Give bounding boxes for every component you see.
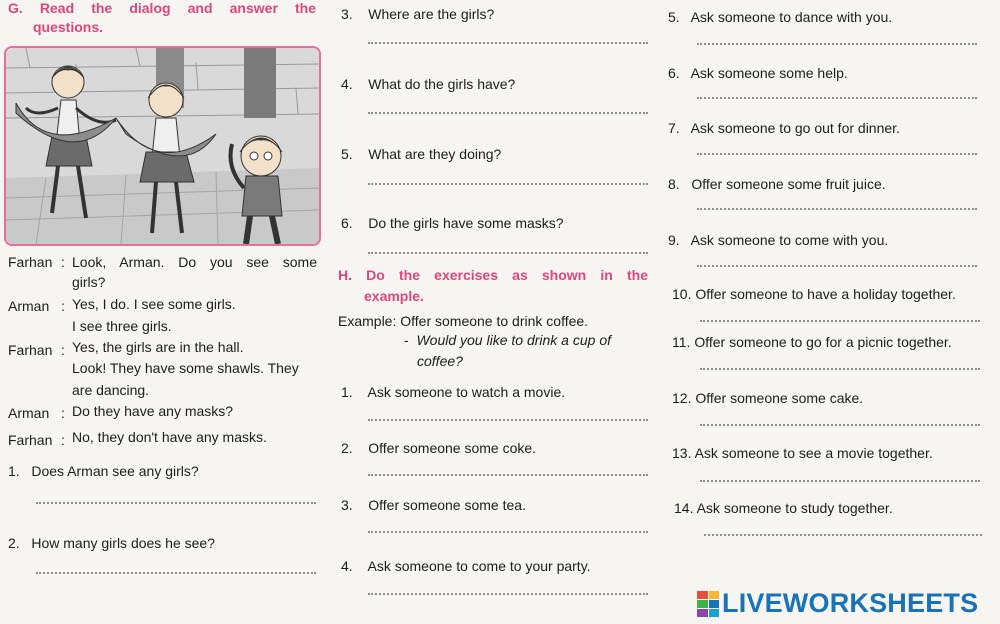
dialog-line: Do they have any masks? bbox=[72, 403, 234, 419]
answer-line-h-6[interactable] bbox=[697, 97, 977, 99]
dialog-line: Yes, I do. I see some girls. bbox=[72, 296, 236, 312]
dialog-colon: : bbox=[61, 254, 65, 270]
question-number: 2. bbox=[8, 535, 20, 551]
exercise-number: 8. bbox=[668, 176, 680, 192]
exercise-number: 10. bbox=[672, 286, 692, 302]
exercise-h-2 bbox=[341, 440, 536, 456]
exercise-number: 13. bbox=[672, 445, 692, 461]
section-h-heading: H. Do the exercises as shown in the bbox=[338, 267, 648, 283]
exercise-text: Ask someone to study together. bbox=[696, 500, 893, 516]
exercise-h-10 bbox=[672, 286, 956, 302]
exercise-text: Offer someone to go for a picnic together. bbox=[694, 334, 952, 350]
exercise-number: 3. bbox=[341, 497, 353, 513]
exercise-h-4 bbox=[341, 558, 591, 574]
exercise-text: Ask someone to come to your party. bbox=[367, 558, 591, 574]
exercise-text: Ask someone to see a movie together. bbox=[694, 445, 933, 461]
question-text: What are they doing? bbox=[368, 146, 502, 162]
answer-line-h-2[interactable] bbox=[368, 474, 648, 476]
section-h-heading-line2: example. bbox=[364, 288, 424, 304]
dialog-line: No, they don't have any masks. bbox=[72, 429, 267, 445]
exercise-number: 5. bbox=[668, 9, 680, 25]
example-label: Example: bbox=[338, 313, 397, 329]
exercise-text: Offer someone to have a holiday together. bbox=[695, 286, 956, 302]
exercise-h-1 bbox=[341, 384, 565, 400]
dialog-line: Look, Arman. Do you see some bbox=[72, 254, 317, 270]
liveworksheets-logo-text: LIVEWORKSHEETS bbox=[722, 588, 979, 618]
exercise-h-6 bbox=[668, 65, 848, 81]
question-text: Where are the girls? bbox=[368, 6, 495, 22]
dialog-speaker: Farhan bbox=[8, 432, 53, 448]
exercise-number: 7. bbox=[668, 120, 680, 136]
answer-line-h-7[interactable] bbox=[697, 153, 977, 155]
liveworksheets-logo[interactable] bbox=[697, 588, 978, 619]
answer-line-h-5[interactable] bbox=[697, 43, 977, 45]
exercise-h-11 bbox=[672, 334, 952, 350]
dialog-line: girls? bbox=[72, 274, 106, 290]
exercise-h-9 bbox=[668, 232, 888, 248]
answer-line-g-6[interactable] bbox=[368, 252, 648, 254]
dialog-line: Yes, the girls are in the hall. bbox=[72, 339, 244, 355]
exercise-number: 12. bbox=[672, 390, 692, 406]
answer-line-h-13[interactable] bbox=[700, 480, 980, 482]
exercise-text: Offer someone some coke. bbox=[368, 440, 537, 456]
exercise-text: Ask someone to watch a movie. bbox=[367, 384, 566, 400]
answer-line-h-1[interactable] bbox=[368, 419, 648, 421]
exercise-text: Offer someone some cake. bbox=[695, 390, 864, 406]
question-g-2 bbox=[8, 535, 215, 551]
dancing-girls-illustration bbox=[4, 46, 321, 246]
answer-line-h-10[interactable] bbox=[700, 320, 980, 322]
section-g-heading-line2: questions. bbox=[33, 19, 104, 35]
exercise-number: 6. bbox=[668, 65, 680, 81]
exercise-text: Ask someone to dance with you. bbox=[690, 9, 893, 25]
dialog-line: Look! They have some shawls. They bbox=[72, 360, 299, 376]
dialog-line: are dancing. bbox=[72, 382, 150, 398]
liveworksheets-logo-icon bbox=[697, 591, 719, 617]
exercise-text: Ask someone to come with you. bbox=[690, 232, 889, 248]
answer-line-g-3[interactable] bbox=[368, 42, 648, 44]
exercise-h-12 bbox=[672, 390, 863, 406]
question-text: How many girls does he see? bbox=[31, 535, 216, 551]
dialog-colon: : bbox=[61, 405, 65, 421]
exercise-number: 1. bbox=[341, 384, 353, 400]
exercise-text: Offer someone some tea. bbox=[368, 497, 526, 513]
question-number: 1. bbox=[8, 463, 20, 479]
exercise-number: 14. bbox=[674, 500, 694, 516]
answer-line-g-5[interactable] bbox=[368, 183, 648, 185]
exercise-h-5 bbox=[668, 9, 892, 25]
exercise-h-3 bbox=[341, 497, 526, 513]
answer-line-h-11[interactable] bbox=[700, 368, 980, 370]
dialog-line: I see three girls. bbox=[72, 318, 172, 334]
exercise-number: 2. bbox=[341, 440, 353, 456]
question-number: 5. bbox=[341, 146, 353, 162]
exercise-h-7 bbox=[668, 120, 900, 136]
section-g-heading: G. Read the dialog and answer the bbox=[8, 0, 316, 16]
answer-line-g-4[interactable] bbox=[368, 112, 648, 114]
question-number: 4. bbox=[341, 76, 353, 92]
answer-line-h-4[interactable] bbox=[368, 593, 648, 595]
question-g-5 bbox=[341, 146, 501, 162]
exercise-number: 4. bbox=[341, 558, 353, 574]
dialog-colon: : bbox=[61, 432, 65, 448]
answer-line-g-1[interactable] bbox=[36, 502, 316, 504]
answer-line-h-8[interactable] bbox=[697, 208, 977, 210]
example-answer-line2: coffee? bbox=[417, 353, 463, 369]
question-text: Does Arman see any girls? bbox=[31, 463, 199, 479]
answer-line-g-2[interactable] bbox=[36, 572, 316, 574]
example-dash: - bbox=[404, 332, 409, 348]
question-g-1 bbox=[8, 463, 199, 479]
example-answer-line1: Would you like to drink a cup of bbox=[416, 332, 611, 348]
dialog-speaker: Farhan bbox=[8, 342, 53, 358]
dialog-speaker: Arman bbox=[8, 298, 50, 314]
question-g-6 bbox=[341, 215, 564, 231]
answer-line-h-12[interactable] bbox=[700, 424, 980, 426]
question-number: 3. bbox=[341, 6, 353, 22]
exercise-text: Ask someone some help. bbox=[690, 65, 848, 81]
exercise-h-13 bbox=[672, 445, 933, 461]
answer-line-h-9[interactable] bbox=[697, 265, 977, 267]
question-text: Do the girls have some masks? bbox=[368, 215, 564, 231]
answer-line-h-3[interactable] bbox=[368, 531, 648, 533]
question-g-4 bbox=[341, 76, 515, 92]
exercise-number: 9. bbox=[668, 232, 680, 248]
dialog-colon: : bbox=[61, 298, 65, 314]
exercise-text: Ask someone to go out for dinner. bbox=[690, 120, 900, 136]
exercise-h-14 bbox=[674, 500, 893, 516]
question-number: 6. bbox=[341, 215, 353, 231]
example bbox=[338, 313, 588, 329]
dialog-speaker: Farhan bbox=[8, 254, 53, 270]
exercise-text: Offer someone some fruit juice. bbox=[691, 176, 886, 192]
question-g-3 bbox=[341, 6, 494, 22]
answer-line-h-14[interactable] bbox=[704, 534, 982, 536]
exercise-h-8 bbox=[668, 176, 886, 192]
question-text: What do the girls have? bbox=[368, 76, 516, 92]
dialog-colon: : bbox=[61, 342, 65, 358]
example-prompt: Offer someone to drink coffee. bbox=[400, 313, 589, 329]
dialog-speaker: Arman bbox=[8, 405, 50, 421]
example-answer bbox=[404, 332, 611, 348]
exercise-number: 11. bbox=[672, 334, 691, 350]
